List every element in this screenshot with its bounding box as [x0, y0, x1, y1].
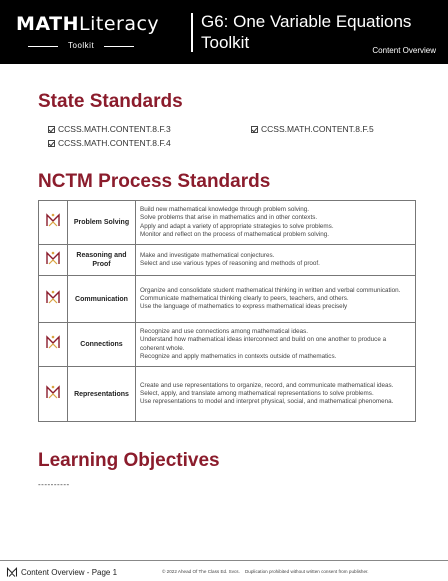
table-row — [39, 323, 416, 367]
description-line: Build new mathematical knowledge through problem solving. — [140, 206, 310, 214]
description-line: Recognize and apply mathematics in contexts outside of mathematics. — [140, 352, 337, 360]
header-bar — [0, 0, 448, 64]
row-icon-cell — [39, 276, 68, 323]
description-line: Solve problems that arise in mathematics and in other contexts. — [140, 214, 318, 222]
standard-name: Problem Solving — [68, 201, 136, 245]
math-literacy-logo-icon — [45, 289, 61, 305]
logo-bold-text: MATH — [16, 13, 79, 35]
description-line: Use the language of mathematics to express mathematical ideas precisely — [140, 303, 348, 311]
footer-copyright — [162, 569, 369, 574]
math-literacy-logo-icon — [45, 250, 61, 266]
checkbox-checked-icon — [251, 126, 258, 133]
learning-objectives-placeholder: ---------- — [38, 480, 70, 489]
standard-description — [136, 201, 416, 245]
description-line: Use representations to model and interpret physical, social, and mathematical phenomena. — [140, 398, 394, 406]
checkbox-checked-icon — [48, 140, 55, 147]
description-line: Monitor and reflect on the process of mathematical problem solving. — [140, 230, 329, 238]
page-title-line-1: G6: One Variable Equations — [201, 12, 412, 31]
description-line: Communicate mathematical thinking clearly to peers, teachers, and others. — [140, 294, 349, 302]
nctm-standards-table — [38, 200, 416, 422]
description-line: Apply and adapt a variety of appropriate strategies to solve problems. — [140, 222, 334, 230]
table-row — [39, 245, 416, 276]
description-line: Recognize and use connections among mathematical ideas. — [140, 328, 309, 336]
description-line: Understand how mathematical ideas interconnect and build on one another to produce a coherent whole. — [140, 336, 387, 352]
description-line: Select, apply, and translate among mathematical representations to solve problems. — [140, 389, 374, 397]
standard-label: CCSS.MATH.CONTENT.8.F.4 — [58, 138, 171, 148]
standard-name: Representations — [68, 367, 136, 422]
row-icon-cell — [39, 323, 68, 367]
table-row — [39, 367, 416, 422]
footer-page-label — [6, 566, 117, 578]
checkbox-checked-icon — [48, 126, 55, 133]
math-literacy-logo-icon — [6, 566, 18, 578]
standard-label: CCSS.MATH.CONTENT.8.F.5 — [261, 124, 374, 134]
standard-description — [136, 245, 416, 276]
copyright-text: © 2022 Ahead Of The Class Ed. Svcs. — [162, 569, 240, 574]
header-divider — [191, 13, 193, 52]
toolkit-logo — [16, 13, 159, 35]
standard-item — [48, 138, 171, 148]
header-subtitle: Content Overview — [372, 46, 436, 55]
description-line: Make and investigate mathematical conjectures. — [140, 251, 275, 259]
standard-item — [48, 124, 171, 134]
standard-name: Connections — [68, 323, 136, 367]
learning-objectives-heading: Learning Objectives — [38, 450, 220, 471]
description-line: Select and use various types of reasoning and methods of proof. — [140, 260, 320, 267]
logo-subtitle: Toolkit — [68, 41, 95, 50]
math-literacy-logo-icon — [45, 212, 61, 228]
nctm-heading: NCTM Process Standards — [38, 171, 271, 192]
standard-label: CCSS.MATH.CONTENT.8.F.3 — [58, 124, 171, 134]
math-literacy-logo-icon — [45, 334, 61, 350]
standard-item — [251, 124, 374, 134]
standard-name-line: Reasoning and — [76, 252, 127, 259]
table-row — [39, 276, 416, 323]
logo-light-text: Literacy — [79, 13, 160, 35]
standard-name — [68, 245, 136, 276]
standard-description — [136, 276, 416, 323]
row-icon-cell — [39, 245, 68, 276]
row-icon-cell — [39, 367, 68, 422]
footer-divider — [0, 560, 448, 561]
standard-description — [136, 367, 416, 422]
description-line: Organize and consolidate student mathematical thinking in written and verbal communication. — [140, 286, 401, 294]
description-line: Create and use representations to organize, record, and communicate mathematical ideas. — [140, 381, 394, 389]
table-row — [39, 201, 416, 245]
standard-description — [136, 323, 416, 367]
duplication-notice: Duplication prohibited without written consent from publisher. — [244, 569, 369, 574]
footer-page-text: Content Overview - Page 1 — [21, 567, 118, 577]
row-icon-cell — [39, 201, 68, 245]
page-title-line-2: Toolkit — [201, 33, 250, 52]
standard-name-line: Proof — [92, 261, 111, 268]
standard-name: Communication — [68, 276, 136, 323]
state-standards-heading: State Standards — [38, 91, 183, 112]
math-literacy-logo-icon — [45, 384, 61, 400]
